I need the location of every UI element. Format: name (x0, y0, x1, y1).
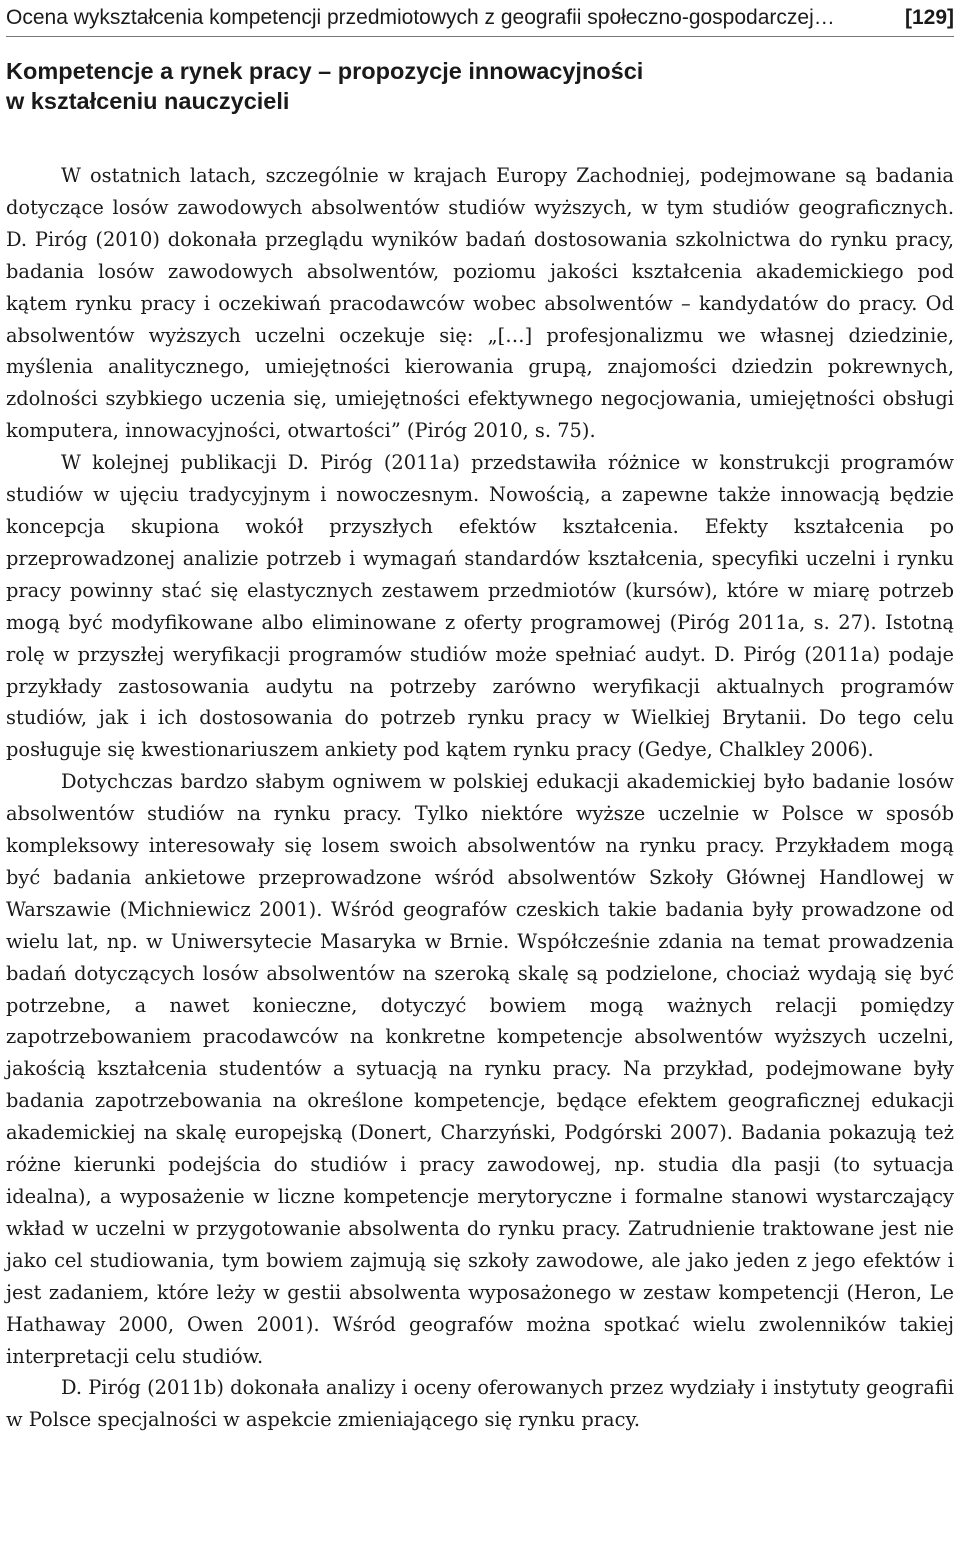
section-heading (6, 56, 954, 116)
section-heading-line-1: Kompetencje a rynek pracy – propozycje innowacyjności (6, 58, 644, 84)
running-head-rule (6, 36, 954, 37)
paragraph-1: W ostatnich latach, szczególnie w krajach Europy Zachodniej, podejmowane są badania dotyczące losów zawodowych absolwentów studiów wyższych, w tym studiów geograficznych. D. Piróg (2010) dokonała przeglądu wyników badań dostosowania szkolnictwa do rynku pracy, badania losów zawodowych absolwentów, poziomu jakości kształcenia akademickiego pod kątem rynku pracy i oczekiwań pracodawców wobec absolwentów – kandydatów do pracy. Od absolwentów wyższych uczelni oczekuje się: „[…] profesjonalizmu we własnej dziedzinie, myślenia analitycznego, umiejętności kierowania grupą, znajomości dziedzin pokrewnych, zdolności szybkiego uczenia się, umiejętności efektywnego negocjowania, umiejętności obsługi komputera, innowacyjności, otwartości” (Piróg 2010, s. 75). (6, 164, 954, 443)
running-head-title: Ocena wykształcenia kompetencji przedmiotowych z geografii społeczno-gospodarczej… (6, 6, 835, 29)
paragraph-3: Dotychczas bardzo słabym ogniwem w polskiej edukacji akademickiej było badanie losów absolwentów studiów na rynku pracy. Tylko niektóre wyższe uczelnie w Polsce w sposób kompleksowy interesowały się losem swoich absolwentów na rynku pracy. Przykładem mogą być badania ankietowe przeprowadzone wśród absolwentów Szkoły Głównej Handlowej w Warszawie (Michniewicz 2001). Wśród geografów czeskich takie badania były prowadzone od wielu lat, np. w Uniwersytecie Masaryka w Brnie. Współcześnie zdania na temat prowadzenia badań dotyczących losów absolwentów na szeroką skalę są podzielone, chociaż wydają się być potrzebne, a nawet konieczne, dotyczyć bowiem mogą ważnych relacji pomiędzy zapotrzebowaniem pracodawców na konkretne kompetencje absolwentów wyższych uczelni, jakością kształcenia studentów a sytuacją na rynku pracy. Na przykład, podejmowane były badania zapotrzebowania na określone kompetencje, będące efektem geograficznej edukacji akademickiej na skalę europejską (Donert, Charzyński, Podgórski 2007). Badania pokazują też różne kierunki podejścia do studiów i pracy zawodowej, np. studia dla pasji (to sytuacja idealna), a wyposażenie w liczne kompetencje merytoryczne i formalne stanowi wystarczający wkład w uczelni w przygotowanie absolwenta do rynku pracy. Zatrudnienie traktowane jest nie jako cel studiowania, tym bowiem zajmują się szkoły zawodowe, ale jako jeden z jego efektów i jest zadaniem, które leży w gestii absolwenta wyposażonego w zestaw kompetencji (Heron, Le Hathaway 2000, Owen 2001). Wśród geografów można spotkać wielu zwolenników takiej interpretacji celu studiów. (6, 770, 954, 1368)
running-head (6, 2, 954, 36)
section-heading-line-2: w kształceniu nauczycieli (6, 88, 290, 114)
page-number: [129] (904, 6, 954, 29)
body-text (6, 160, 954, 1436)
paragraph-4: D. Piróg (2011b) dokonała analizy i oceny oferowanych przez wydziały i instytuty geografii w Polsce specjalności w aspekcie zmieniającego się rynku pracy. (6, 1376, 954, 1432)
paragraph-2: W kolejnej publikacji D. Piróg (2011a) przedstawiła różnice w konstrukcji programów studiów w ujęciu tradycyjnym i nowoczesnym. Nowością, a zapewne także innowacją będzie koncepcja skupiona wokół przyszłych efektów kształcenia. Efekty kształcenia po przeprowadzonej analizie potrzeb i wymagań standardów kształcenia, specyfiki uczelni i rynku pracy powinny stać się elastycznych zestawem przedmiotów (kursów), które w miarę potrzeb mogą być modyfikowane albo eliminowane z oferty programowej (Piróg 2011a, s. 27). Istotną rolę w przyszłej weryfikacji programów studiów może spełniać audyt. D. Piróg (2011a) podaje przykłady zastosowania audytu na potrzeby zarówno weryfikacji aktualnych programów studiów, jak i ich dostosowania do potrzeb rynku pracy w Wielkiej Brytanii. Do tego celu posługuje się kwestionariuszem ankiety pod kątem rynku pracy (Gedye, Chalkley 2006). (6, 451, 954, 762)
